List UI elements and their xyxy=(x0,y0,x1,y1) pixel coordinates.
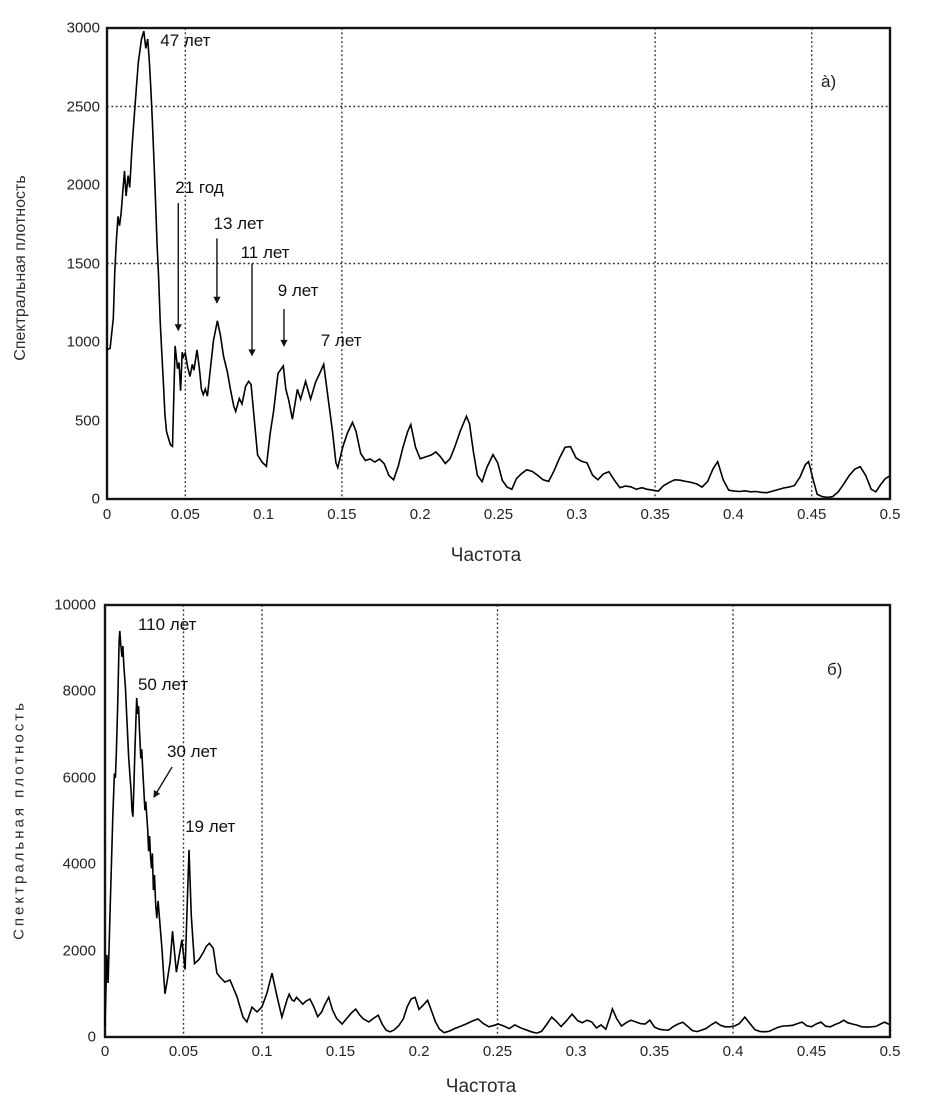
x-tick-label: 0.5 xyxy=(879,506,901,523)
y-tick-label: 2000 xyxy=(66,176,100,194)
y-tick-label: 6000 xyxy=(62,769,96,787)
period-annotation: 11 лет xyxy=(240,242,290,262)
annotation-arrow xyxy=(154,767,172,797)
panel-label-a: à) xyxy=(821,72,837,91)
y-tick-label: 0 xyxy=(87,1028,96,1046)
y-tick-label: 4000 xyxy=(62,855,96,873)
period-annotation: 21 год xyxy=(175,177,224,197)
period-annotation: 13 лет xyxy=(213,213,264,233)
x-tick-label: 0.3 xyxy=(566,506,588,523)
period-annotation: 50 лет xyxy=(137,675,189,695)
chart-panel-0 xyxy=(107,28,890,499)
x-axis-title-bottom: Частота xyxy=(445,1076,517,1097)
x-tick-label: 0.45 xyxy=(796,1043,827,1060)
y-tick-label: 2000 xyxy=(62,942,96,960)
x-tick-label: 0.1 xyxy=(251,1043,273,1060)
x-tick-label: 0.05 xyxy=(168,1043,199,1060)
x-tick-label: 0.45 xyxy=(797,506,827,523)
y-tick-label: 500 xyxy=(74,412,100,429)
y-tick-label: 8000 xyxy=(62,682,96,700)
x-tick-label: 0.15 xyxy=(325,1043,356,1060)
y-tick-label: 10000 xyxy=(54,596,96,614)
period-annotation: 47 лет xyxy=(160,30,211,50)
x-tick-label: 0.1 xyxy=(253,506,275,523)
period-annotation: 30 лет xyxy=(167,742,218,762)
period-annotation: 110 лет xyxy=(137,615,197,635)
y-tick-label: 1500 xyxy=(66,255,100,272)
period-annotation: 19 лет xyxy=(185,816,236,836)
period-annotation: 9 лет xyxy=(277,280,319,300)
x-tick-label: 0.25 xyxy=(482,1043,513,1060)
x-tick-label: 0.3 xyxy=(565,1043,587,1060)
x-tick-label: 0 xyxy=(100,1043,110,1060)
period-annotation: 7 лет xyxy=(320,330,362,350)
panel-label-b: б) xyxy=(827,660,843,679)
y-tick-label: 0 xyxy=(91,490,100,508)
x-tick-label: 0.4 xyxy=(722,1043,744,1060)
y-tick-label: 3000 xyxy=(66,19,100,37)
y-tick-label: 2500 xyxy=(66,98,100,115)
x-axis-title-top: Частота xyxy=(450,545,522,566)
x-tick-label: 0.35 xyxy=(640,506,670,523)
y-tick-label: 1000 xyxy=(66,333,100,351)
x-tick-label: 0 xyxy=(102,506,112,523)
x-tick-label: 0.2 xyxy=(409,506,431,523)
y-axis-title-top: Спектральная плотность xyxy=(12,175,29,361)
x-tick-label: 0.15 xyxy=(327,506,357,523)
x-tick-label: 0.05 xyxy=(170,506,200,523)
x-tick-label: 0.4 xyxy=(722,506,744,523)
x-tick-label: 0.25 xyxy=(483,506,514,523)
x-tick-label: 0.5 xyxy=(879,1043,901,1060)
y-axis-title-bottom: Спектральная плотность xyxy=(10,700,28,940)
x-tick-label: 0.2 xyxy=(408,1043,430,1060)
x-tick-label: 0.35 xyxy=(639,1043,670,1060)
spectral-density-curve xyxy=(107,31,890,497)
